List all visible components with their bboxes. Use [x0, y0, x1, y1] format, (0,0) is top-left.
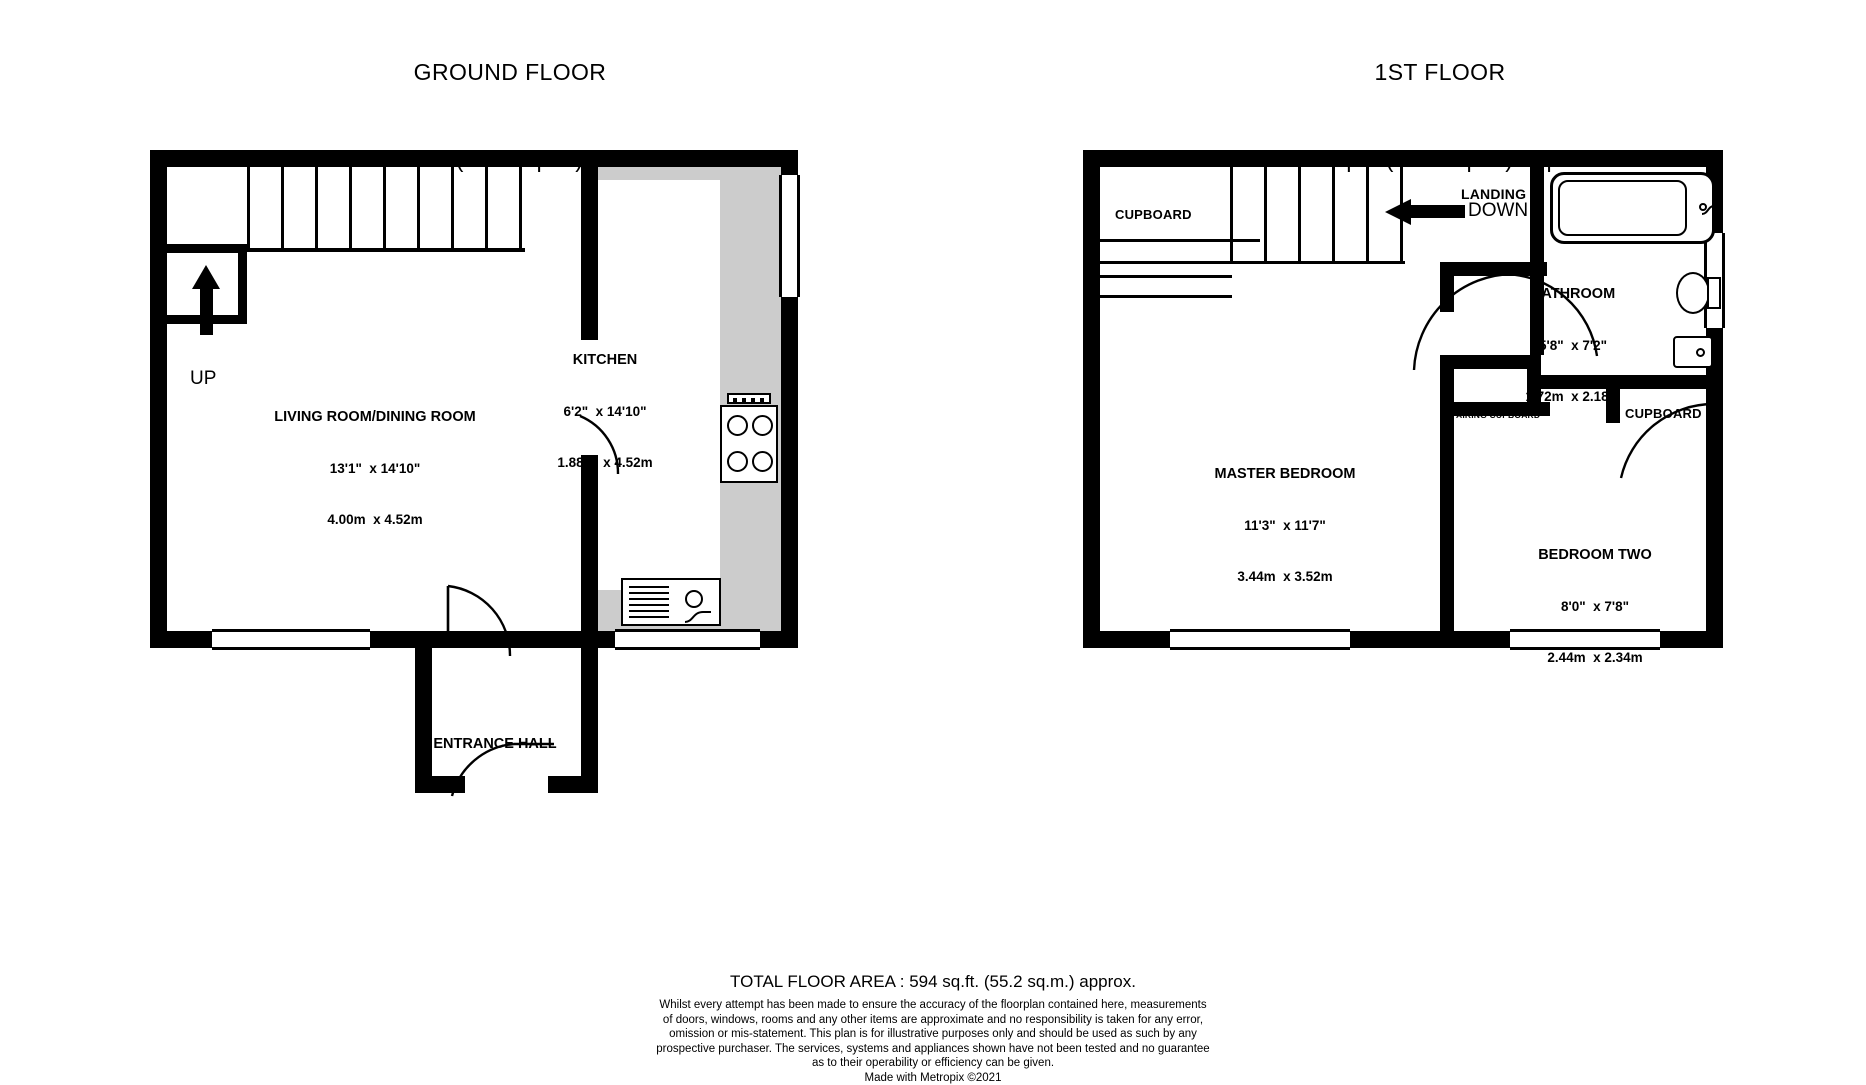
kitchen-partition-upper [581, 150, 598, 340]
cupboard-bedroom-two-label: CUPBOARD [1625, 406, 1702, 421]
wash-basin-plug-icon [1696, 348, 1705, 357]
total-floor-area: TOTAL FLOOR AREA : 594 sq.ft. (55.2 sq.m.) approx. [433, 972, 1433, 992]
room-label-entrance-hall [385, 702, 605, 787]
door-arc-hall-to-living [440, 578, 550, 658]
living-dining-name: LIVING ROOM/DINING ROOM [155, 409, 595, 426]
disclaimer-line-2: of doors, windows, rooms and any other items are approximate and no responsibility is taken for any error, [533, 1013, 1333, 1028]
airing-cupboard-label: AIRING CUPBOARD [1456, 410, 1540, 420]
stair-enclosure-wall-top [167, 244, 247, 253]
master-bedroom-dim-metric: 3.44m x 3.52m [1120, 568, 1450, 585]
wc-bowl [1676, 272, 1710, 314]
living-dining-dim-metric: 4.00m x 4.52m [155, 511, 595, 528]
disclaimer-line-3: omission or mis-statement. This plan is for illustrative purposes only and should be used as such by any [533, 1027, 1333, 1042]
window-master-bedroom [1170, 629, 1350, 650]
first-wall-left [1083, 150, 1100, 648]
up-arrow-shaft [200, 285, 213, 335]
bathtub [1550, 172, 1715, 244]
room-label-kitchen [495, 318, 715, 505]
window-living-front [212, 629, 370, 650]
wash-basin [1673, 336, 1713, 368]
bathroom-dim-imperial: 5'8" x 7'2" [1473, 337, 1673, 354]
stair-enclosure-wall-side [238, 244, 247, 324]
up-arrow-head [192, 265, 220, 289]
kitchen-dim-metric: 1.88m x 4.52m [495, 454, 715, 471]
window-kitchen-rear [615, 629, 760, 650]
first-floor-title-name: 1ST FLOOR [1110, 58, 1770, 87]
ground-staircase [247, 160, 525, 250]
living-dining-dim-imperial: 13'1" x 14'10" [155, 460, 595, 477]
disclaimer-block [533, 998, 1333, 1085]
landing-label: LANDING [1461, 186, 1526, 202]
cupboard-landing-label: CUPBOARD [1115, 207, 1192, 222]
bedroom-two-dim-metric: 2.44m x 2.34m [1470, 649, 1720, 666]
disclaimer-line-5: as to their operability or efficiency can be given. [533, 1056, 1333, 1071]
disclaimer-line-1: Whilst every attempt has been made to ensure the accuracy of the floorplan contained here, measurements [533, 998, 1333, 1013]
ground-floor-title-name: GROUND FLOOR [180, 58, 840, 87]
disclaimer-line-4: prospective purchaser. The services, systems and appliances shown have not been tested and no guarantee [533, 1042, 1333, 1057]
kitchen-hob [720, 405, 778, 483]
kitchen-dim-imperial: 6'2" x 14'10" [495, 403, 715, 420]
window-kitchen-side [779, 175, 800, 297]
wc-cistern [1707, 277, 1721, 309]
first-staircase [1100, 163, 1430, 281]
room-label-bathroom [1473, 252, 1673, 439]
down-arrow-head [1385, 199, 1411, 225]
room-label-master-bedroom [1120, 432, 1450, 619]
kitchen-hob-controls [727, 393, 771, 404]
kitchen-sink [621, 578, 721, 626]
ground-stair-direction-label: UP [190, 368, 216, 390]
room-label-bedroom-two [1470, 513, 1720, 700]
down-arrow-shaft [1410, 205, 1465, 218]
bathroom-name: BATHROOM [1473, 286, 1673, 303]
entrance-hall-name: ENTRANCE HALL [385, 736, 605, 753]
first-stair-direction-label: DOWN [1468, 200, 1528, 222]
bathroom-dim-metric: 1.72m x 2.18m [1473, 388, 1673, 405]
metropix-credit: Made with Metropix ©2021 [533, 1071, 1333, 1085]
first-staircase-step-extra-1 [1100, 295, 1232, 298]
bath-taps-icon [1700, 200, 1720, 222]
kitchen-name: KITCHEN [495, 352, 715, 369]
bedroom-two-dim-imperial: 8'0" x 7'8" [1470, 598, 1720, 615]
master-bedroom-dim-imperial: 11'3" x 11'7" [1120, 517, 1450, 534]
bedroom-two-name: BEDROOM TWO [1470, 547, 1720, 564]
master-bedroom-name: MASTER BEDROOM [1120, 466, 1450, 483]
